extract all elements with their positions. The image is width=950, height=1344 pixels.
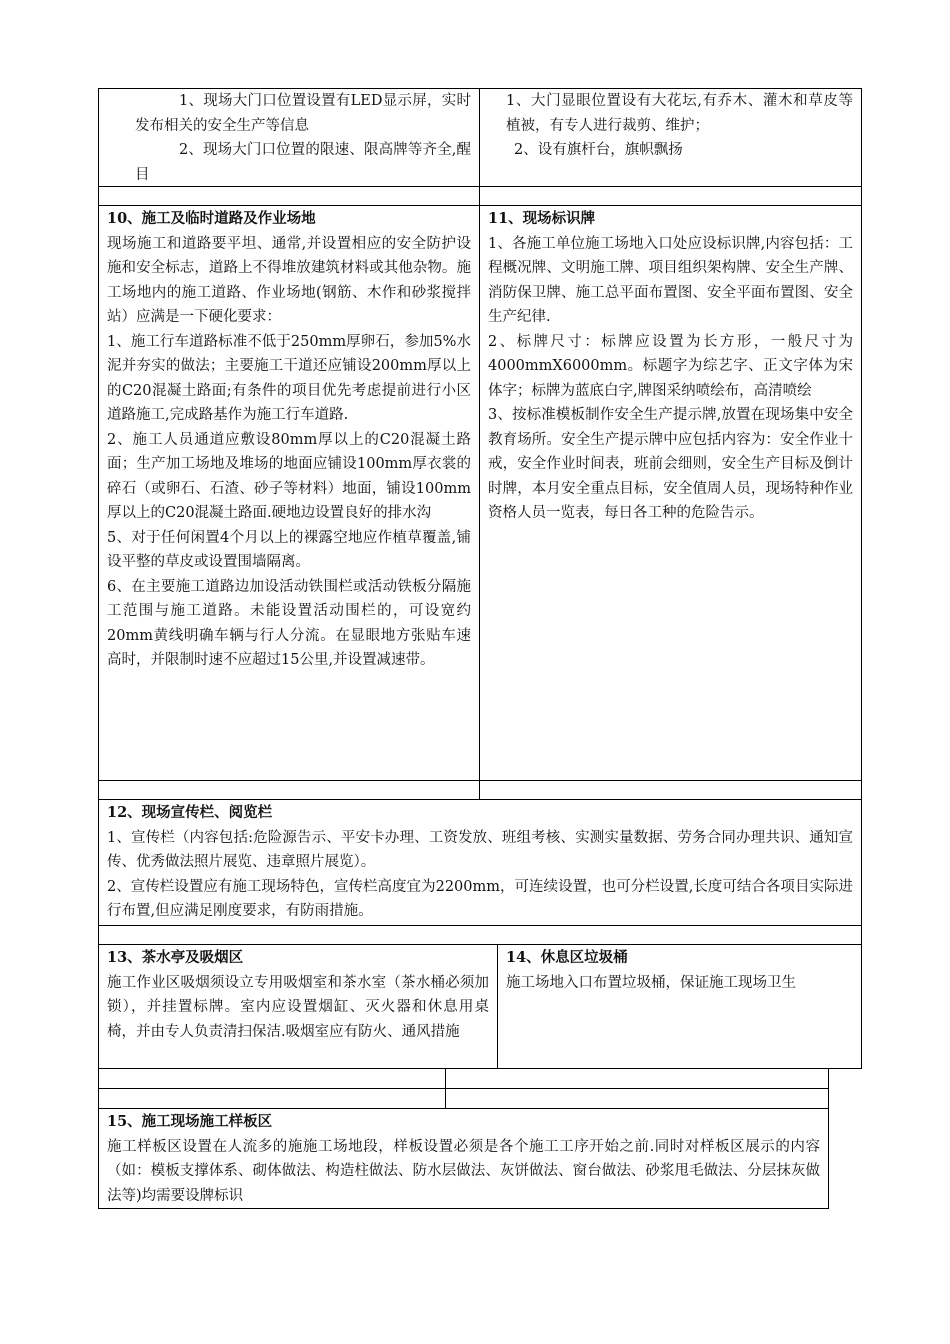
section13-cell bbox=[99, 946, 497, 1044]
row-line bbox=[98, 925, 862, 926]
flagpole-text: 2、设有旗杆台，旗帜飘扬 bbox=[514, 142, 683, 158]
section13-title: 13、茶水亭及吸烟区 bbox=[107, 949, 244, 966]
section11-title: 11、现场标识牌 bbox=[488, 210, 596, 227]
section11-para: 1、各施工单位施工场地入口处应设标识牌,内容包括：工程概况牌、文明施工牌、项目组织架构牌、安全生产牌、消防保卫牌、施工总平面布置图、安全平面布置图、安全生产纪律. bbox=[488, 235, 853, 325]
section11-para: 3、按标准模板制作安全生产提示牌,放置在现场集中安全教育场所。安全生产提示牌中应包括内容为：安全作业十戒，安全作业时间表，班前会细则，安全生产目标及倒计时牌，本月安全重点目标，安全值周人员，现场特种作业资格人员一览表，每日各工种的危险告示。 bbox=[488, 407, 853, 521]
section12-para: 2、宣传栏设置应有施工现场特色，宣传栏高度宜为2200mm，可连续设置，也可分栏设置,长度可结合各项目实际进行布置,但应满足刚度要求，有防雨措施。 bbox=[107, 878, 853, 919]
section10-para: 6、在主要施工道路边加设活动铁围栏或活动铁板分隔施工范围与施工道路。未能设置活动围栏的，可设宽约20mm黄线明确车辆与行人分流。在显眼地方张贴车速高时，并限制时速不应超过15公里,并设置减速带。 bbox=[107, 578, 471, 668]
section11-para: 2、标牌尺寸：标牌应设置为长方形，一般尺寸为4000mmX6000mm。标题字为综艺字、正文字体为宋体字；标牌为蓝底白字,牌图采纳喷绘布，高清喷绘 bbox=[488, 333, 853, 399]
gate-landscape-cell bbox=[480, 89, 861, 163]
section14-cell bbox=[498, 946, 861, 995]
section10-para: 1、施工行车道路标准不低于250mm厚卵石，参加5%水泥并夯实的做法；主要施工干道还应铺设200mm厚以上的C20混凝土路面;有条件的项目优先考虑提前进行小区道路施工,完成路基作为施工行车道路. bbox=[107, 333, 471, 423]
section12-cell bbox=[99, 801, 861, 924]
section10-para: 2、施工人员通道应敷设80mm厚以上的C20混凝土路面；生产加工场地及堆场的地面应铺设100mm厚衣裳的碎石（或卵石、石渣、砂子等材料）地面，铺设100mm厚以上的C20混凝土路面.硬地边设置良好的排水沟 bbox=[107, 431, 471, 521]
flower-bed-text: 1、大门显眼位置设有大花坛,有乔木、灌木和草皮等植被，有专人进行裁剪、维护； bbox=[506, 93, 853, 134]
section10-para: 现场施工和道路要平坦、通常,并设置相应的安全防护设施和安全标志，道路上不得堆放建筑材料或其他杂物。施工场地内的施工道路、作业场地(钢筋、木作和砂浆搅拌站）应满是一下硬化要求： bbox=[107, 235, 471, 325]
section13-para: 施工作业区吸烟须设立专用吸烟室和茶水室（茶水桶必须加锁），并挂置标牌。室内应设置烟缸、灭火器和休息用桌椅，并由专人负责清扫保洁.吸烟室应有防火、通风措施 bbox=[107, 974, 489, 1040]
section15-para: 施工样板区设置在人流多的施施工场地段，样板设置必须是各个施工工序开始之前.同时对样板区展示的内容（如：模板支撑体系、砌体做法、构造柱做法、防水层做法、灰饼做法、窗台做法、砂浆甩毛做法、分层抹灰做法等)均需要设牌标识 bbox=[107, 1138, 820, 1204]
section12-title: 12、现场宣传栏、阅览栏 bbox=[107, 804, 273, 821]
gate-led-text: 1、现场大门口位置设置有LED显示屏，实时发布相关的安全生产等信息 bbox=[135, 93, 471, 134]
section10-cell bbox=[99, 207, 479, 673]
row-line bbox=[98, 205, 862, 206]
section11-cell bbox=[480, 207, 861, 526]
row-line bbox=[98, 780, 862, 781]
section15-title: 15、施工现场施工样板区 bbox=[107, 1113, 273, 1130]
section14-para: 施工场地入口布置垃圾桶，保证施工现场卫生 bbox=[506, 974, 796, 991]
section14-title: 14、休息区垃圾桶 bbox=[506, 949, 628, 966]
section10-title: 10、施工及临时道路及作业场地 bbox=[107, 210, 316, 227]
gate-info-cell bbox=[99, 89, 479, 187]
row-line bbox=[98, 1088, 829, 1089]
gate-limit-text: 2、现场大门口位置的限速、限高牌等齐全,醒目 bbox=[135, 142, 471, 183]
section15-cell bbox=[99, 1110, 828, 1208]
section12-para: 1、宣传栏（内容包括:危险源告示、平安卡办理、工资发放、班组考核、实测实量数据、劳务合同办理共识、通知宣传、优秀做法照片展览、违章照片展览）。 bbox=[107, 829, 853, 870]
section10-para: 5、对于任何闲置4个月以上的裸露空地应作植草覆盖,铺设平整的草皮或设置围墙隔离。 bbox=[107, 529, 471, 570]
